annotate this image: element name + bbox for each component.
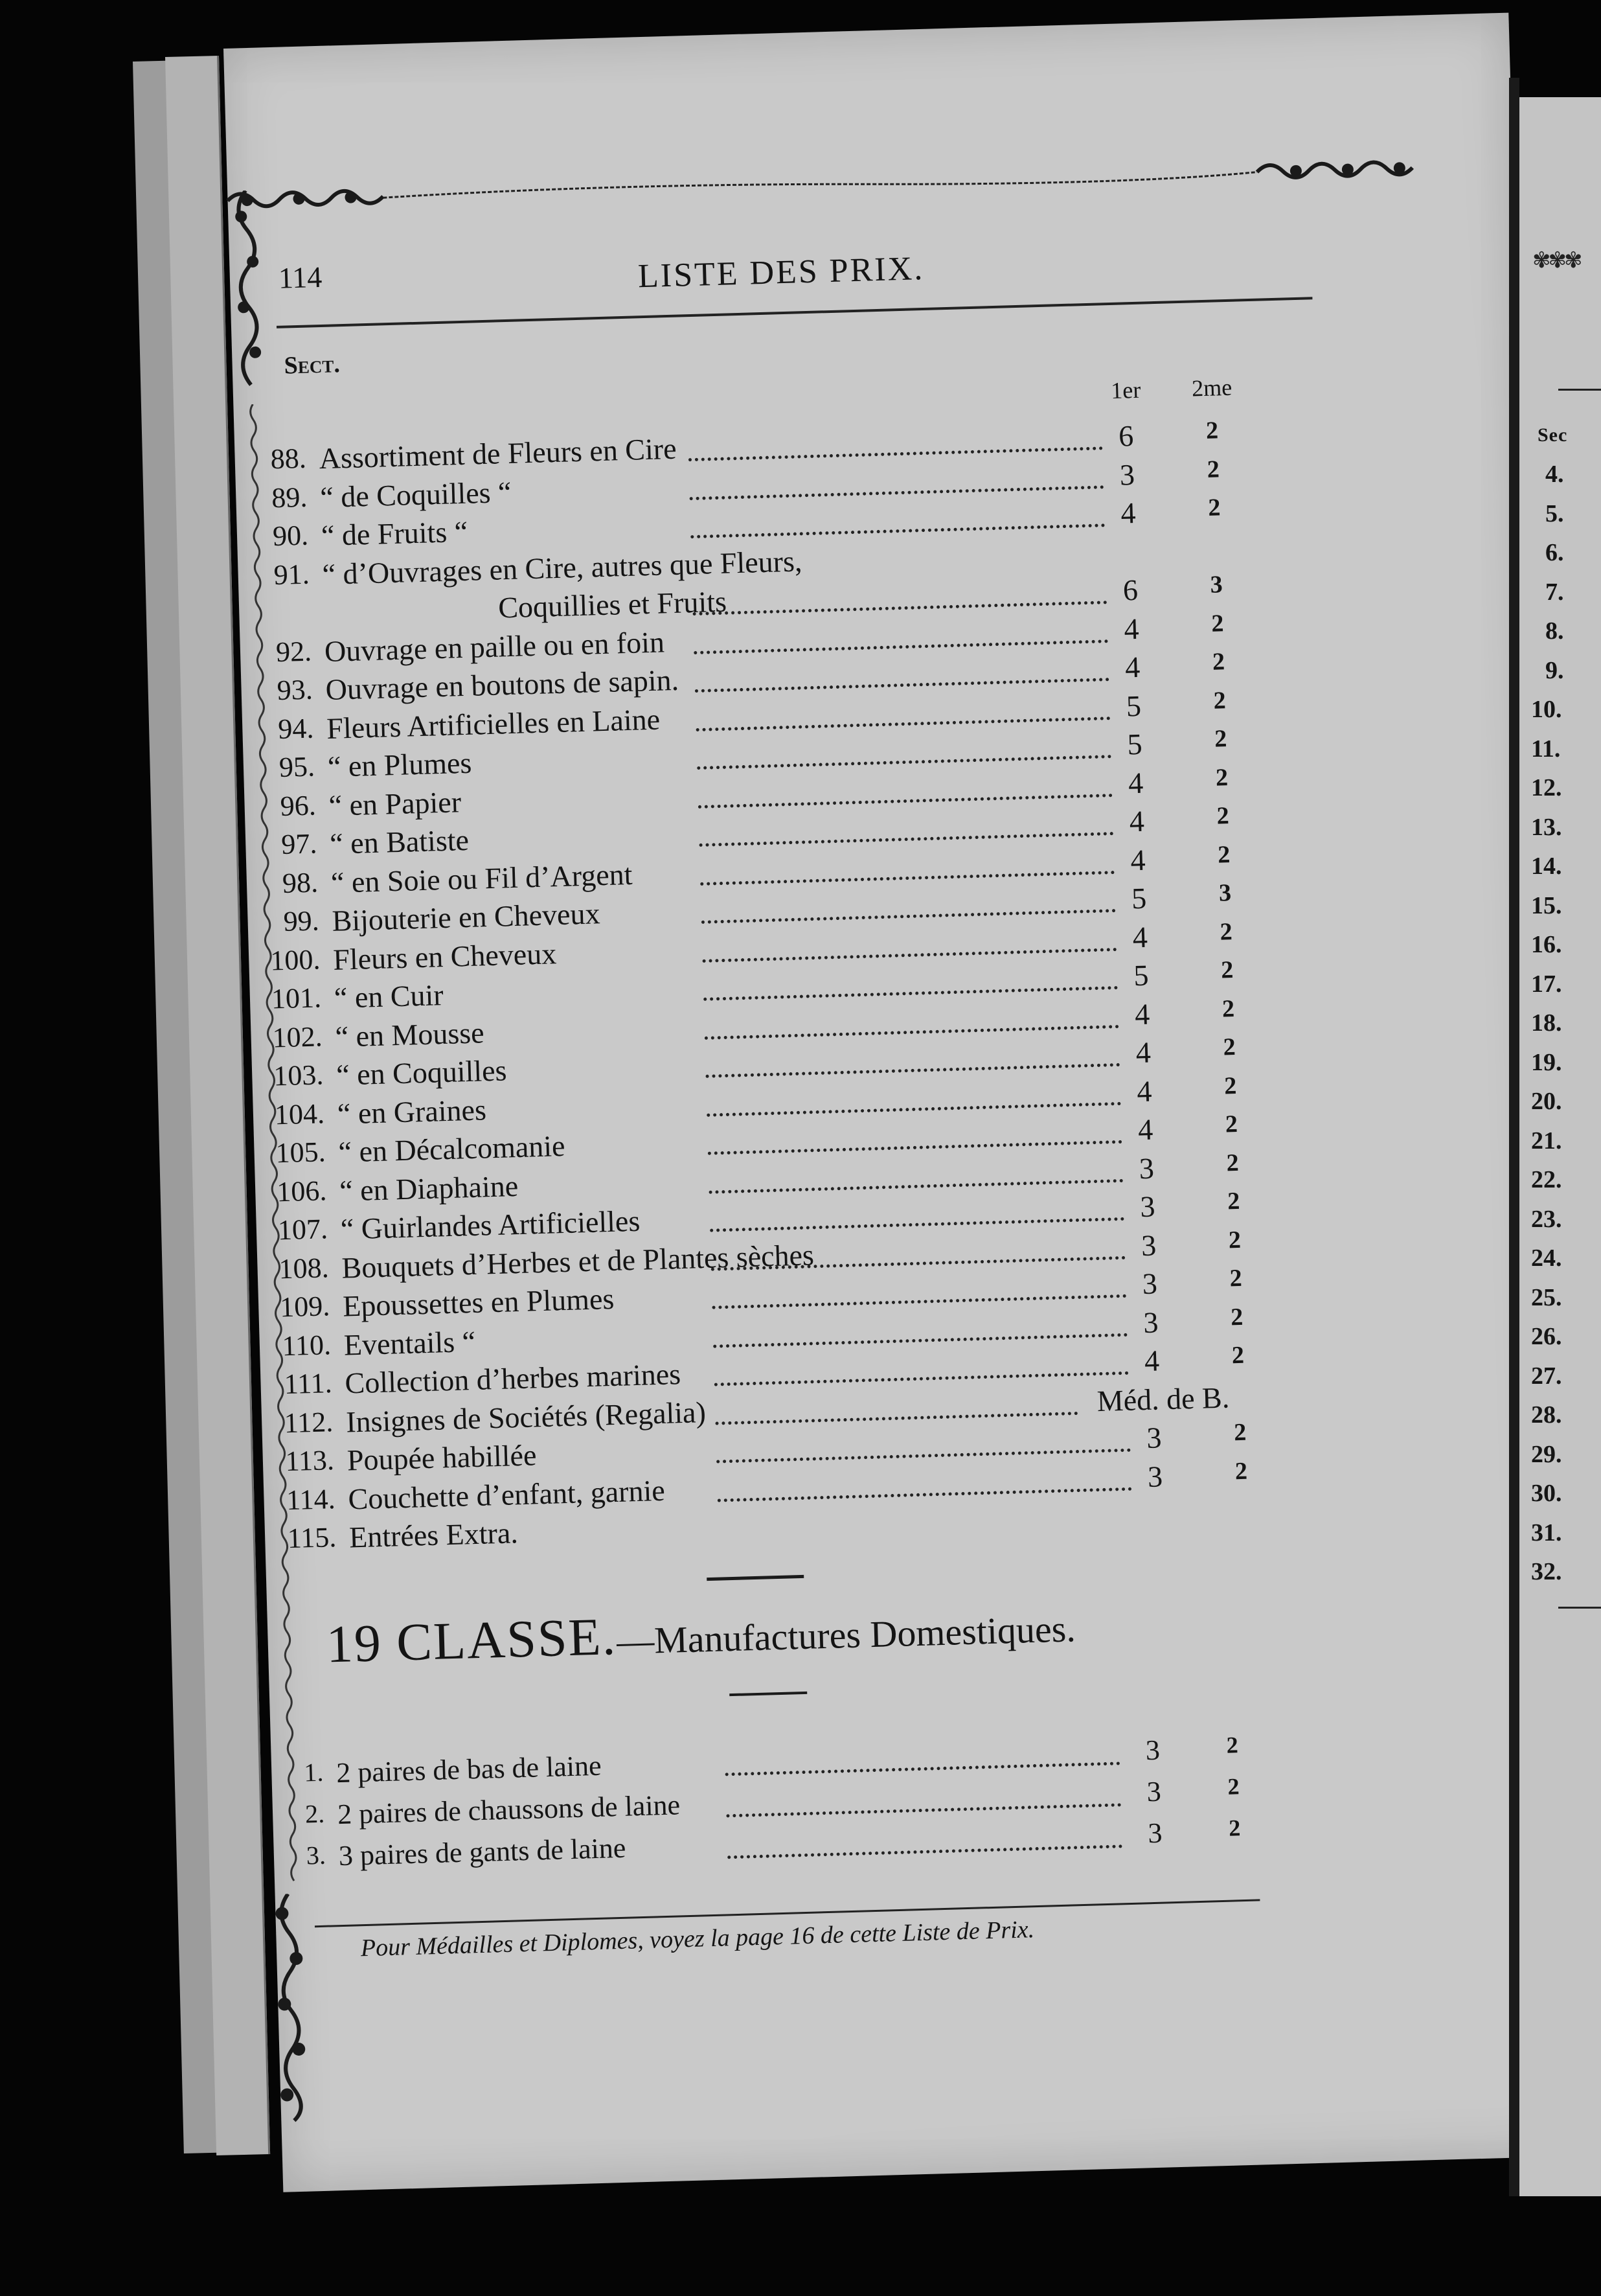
first-prize: Méd. de B. <box>1096 1380 1230 1418</box>
classe-description: 2 paires de bas de laine <box>335 1749 602 1789</box>
first-prize: 3 <box>1146 1775 1162 1808</box>
leader-dots <box>725 1762 1120 1776</box>
second-prize: 2 <box>1212 648 1225 676</box>
page-number: 114 <box>278 260 323 295</box>
facing-page-section-number: 13. <box>1531 813 1562 841</box>
first-prize: 4 <box>1123 612 1140 646</box>
leader-dots <box>727 1844 1122 1859</box>
classe-number: 19 CLASSE. <box>325 1607 618 1674</box>
second-prize: 3 <box>1210 571 1223 599</box>
second-prize: 2 <box>1228 1226 1242 1254</box>
prize-description: Epoussettes en Plumes <box>342 1281 615 1323</box>
first-prize: 3 <box>1139 1189 1156 1224</box>
facing-page-section-number: 4. <box>1545 461 1564 488</box>
second-prize: 2 <box>1207 494 1221 522</box>
facing-page-section-number: 19. <box>1531 1048 1562 1076</box>
prize-description: “ Guirlandes Artificielles <box>340 1204 641 1246</box>
section-number: 115. <box>287 1521 337 1555</box>
column-head-second: 2me <box>1191 374 1232 402</box>
facing-page-section-number: 26. <box>1531 1323 1562 1350</box>
prize-description: Bijouterie en Cheveux <box>331 897 601 937</box>
first-prize: 3 <box>1139 1151 1155 1185</box>
footnote: Pour Médailles et Diplomes, voyez la page 16 de cette Liste de Prix. <box>360 1916 1035 1962</box>
section-number: 105. <box>275 1136 326 1169</box>
section-number: 111. <box>284 1367 333 1401</box>
second-prize: 2 <box>1226 1732 1239 1758</box>
facing-page-section-number: 14. <box>1531 853 1562 880</box>
floral-border-left-icon <box>227 190 269 404</box>
classe-top-rule <box>707 1575 804 1581</box>
section-number: 96. <box>279 788 317 822</box>
second-prize: 2 <box>1227 1773 1240 1800</box>
prize-description: Fleurs en Cheveux <box>332 936 557 976</box>
section-number: 100. <box>269 943 321 977</box>
column-head-first: 1er <box>1110 376 1141 404</box>
first-prize: 4 <box>1135 1035 1152 1070</box>
facing-page-section-number: 11. <box>1531 735 1561 763</box>
first-prize: 4 <box>1132 920 1148 954</box>
facing-page-section-number: 5. <box>1545 499 1564 527</box>
prize-description: “ en Diaphaine <box>339 1169 519 1208</box>
section-number: 104. <box>274 1097 325 1131</box>
facing-page-section-label: Sec <box>1538 424 1568 446</box>
prize-description: “ en Batiste <box>329 823 470 860</box>
first-prize: 4 <box>1134 997 1150 1031</box>
facing-page-section-number: 9. <box>1545 656 1564 684</box>
first-prize: 4 <box>1137 1112 1153 1147</box>
first-prize: 3 <box>1141 1228 1157 1262</box>
prize-description: “ en Mousse <box>334 1015 485 1053</box>
section-number: 88. <box>270 442 307 476</box>
facing-page-section-number: 27. <box>1531 1362 1562 1390</box>
prize-description: Eventails “ <box>343 1324 476 1362</box>
section-number: 97. <box>280 827 317 860</box>
section-number: 113. <box>284 1444 335 1478</box>
prize-description: Poupée habillée <box>346 1438 538 1477</box>
first-prize: 4 <box>1144 1344 1160 1378</box>
prize-description: Insignes de Sociétés (Regalia) <box>345 1395 707 1439</box>
section-number: 93. <box>277 673 313 707</box>
prize-description: Collection d’herbes marines <box>344 1357 681 1400</box>
first-prize: 5 <box>1133 958 1150 993</box>
second-prize: 2 <box>1226 1149 1240 1177</box>
second-prize: 2 <box>1221 994 1235 1023</box>
second-prize: 2 <box>1210 609 1224 637</box>
first-prize: 4 <box>1124 650 1141 684</box>
facing-page-section-number: 12. <box>1531 774 1562 801</box>
section-number: 106. <box>276 1174 327 1208</box>
section-number: 108. <box>278 1251 330 1285</box>
second-prize: 2 <box>1225 1110 1238 1138</box>
section-number: 90. <box>272 519 309 553</box>
facing-page-section-number: 6. <box>1545 539 1564 566</box>
section-number: 98. <box>282 866 319 899</box>
second-prize: 2 <box>1230 1303 1243 1331</box>
first-prize: 5 <box>1126 727 1143 761</box>
facing-page-section-number: 31. <box>1531 1519 1562 1546</box>
facing-page-rule <box>1558 389 1601 391</box>
prize-description: Entrées Extra. <box>348 1516 519 1554</box>
facing-page-section-number: 21. <box>1531 1127 1562 1154</box>
first-prize: 4 <box>1128 766 1144 799</box>
prize-description: “ en Papier <box>328 785 462 822</box>
first-prize: 4 <box>1130 843 1146 877</box>
classe-section-number: 1. <box>303 1757 324 1787</box>
leader-dots <box>726 1803 1121 1817</box>
running-title: LISTE DES PRIX. <box>637 249 925 295</box>
facing-page-section-number: 18. <box>1531 1009 1562 1037</box>
classe-section-number: 3. <box>306 1840 326 1870</box>
second-prize: 2 <box>1229 1264 1243 1292</box>
facing-page-section-number: 30. <box>1531 1480 1562 1507</box>
facing-page <box>1519 97 1601 2196</box>
first-prize: 3 <box>1146 1421 1163 1455</box>
first-prize: 3 <box>1147 1459 1163 1493</box>
facing-page-section-number: 17. <box>1531 970 1562 998</box>
prize-description: Couchette d’enfant, garnie <box>347 1473 666 1515</box>
first-prize: 3 <box>1145 1734 1161 1767</box>
prize-description: Assortiment de Fleurs en Cire <box>319 431 677 476</box>
floral-border-top-icon <box>221 154 1458 214</box>
first-prize: 6 <box>1122 573 1139 607</box>
first-prize: 6 <box>1118 419 1134 453</box>
second-prize: 3 <box>1218 879 1232 907</box>
section-number: 109. <box>279 1290 330 1324</box>
second-prize: 2 <box>1213 686 1227 715</box>
prize-description: “ en Décalcomanie <box>337 1129 566 1169</box>
facing-page-section-number: 25. <box>1531 1283 1562 1311</box>
prize-description: “ d’Ouvrages en Cire, autres que Fleurs, <box>321 544 803 591</box>
second-prize: 2 <box>1205 417 1219 444</box>
classe-bottom-rule <box>729 1692 807 1696</box>
first-prize: 3 <box>1142 1305 1159 1339</box>
section-number: 114. <box>286 1482 336 1516</box>
facing-page-section-number: 20. <box>1531 1088 1562 1115</box>
second-prize: 2 <box>1231 1341 1245 1370</box>
book-spine <box>1509 78 1519 2196</box>
classe-description: 2 paires de chaussons de laine <box>337 1789 681 1831</box>
first-prize: 3 <box>1142 1267 1158 1301</box>
section-number: 103. <box>273 1059 324 1092</box>
classe-section-number: 2. <box>304 1798 325 1829</box>
first-prize: 3 <box>1119 457 1135 492</box>
second-prize: 2 <box>1227 1187 1240 1215</box>
first-prize: 5 <box>1131 881 1147 915</box>
second-prize: 2 <box>1233 1418 1247 1447</box>
facing-page-ornament-icon: ✾✾✾ <box>1532 249 1580 273</box>
classe-description: 3 paires de gants de laine <box>338 1831 626 1872</box>
second-prize: 2 <box>1217 840 1231 869</box>
section-number: 101. <box>271 982 322 1015</box>
prize-description: “ en Plumes <box>327 746 472 783</box>
prize-description: Coquillies et Fruits <box>497 584 727 625</box>
first-prize: 4 <box>1120 496 1137 530</box>
facing-page-section-number: 29. <box>1531 1440 1562 1468</box>
section-number: 95. <box>278 750 315 784</box>
section-number: 94. <box>277 712 315 745</box>
facing-page-section-number: 23. <box>1531 1205 1562 1233</box>
second-prize: 2 <box>1234 1457 1248 1485</box>
facing-page-section-number: 16. <box>1531 931 1562 958</box>
classe-title: —Manufactures Domestiques. <box>616 1607 1076 1662</box>
prize-description: Fleurs Artificielles en Laine <box>326 702 661 745</box>
leader-dots <box>715 1411 1078 1425</box>
prize-description: “ en Soie ou Fil d’Argent <box>330 857 633 899</box>
prize-description: “ en Graines <box>337 1092 487 1131</box>
prize-description: “ en Cuir <box>334 978 444 1015</box>
first-prize: 3 <box>1147 1817 1163 1850</box>
second-prize: 2 <box>1220 956 1234 984</box>
first-prize: 5 <box>1126 689 1142 722</box>
facing-page-section-number: 8. <box>1545 617 1564 645</box>
facing-page-section-number: 28. <box>1531 1401 1562 1429</box>
section-number: 107. <box>277 1213 328 1246</box>
facing-page-section-number: 7. <box>1545 578 1564 606</box>
section-number: 112. <box>284 1405 334 1439</box>
prize-description: Ouvrage en boutons de sapin. <box>324 663 679 706</box>
facing-page-section-number: 24. <box>1531 1245 1562 1272</box>
second-prize: 2 <box>1216 802 1230 830</box>
classe-heading <box>326 1593 1076 1675</box>
second-prize: 2 <box>1215 763 1229 792</box>
second-prize: 2 <box>1214 725 1227 753</box>
second-prize: 2 <box>1220 917 1233 946</box>
facing-page-section-number: 22. <box>1531 1166 1562 1193</box>
prize-description: “ en Coquilles <box>335 1053 508 1092</box>
floral-border-bottom-icon <box>269 1893 314 2128</box>
section-number: 92. <box>275 635 312 668</box>
header-rule <box>277 297 1312 328</box>
facing-page-section-number: 10. <box>1531 696 1562 723</box>
second-prize: 2 <box>1207 455 1220 483</box>
prize-description: Bouquets d’Herbes et de Plantes sèches <box>341 1237 815 1285</box>
section-number: 91. <box>273 558 310 591</box>
facing-page-section-number: 15. <box>1531 891 1562 919</box>
prize-description: “ de Fruits “ <box>321 514 468 553</box>
facing-page-section-number: 32. <box>1531 1558 1562 1585</box>
first-prize: 4 <box>1136 1074 1153 1108</box>
prize-description: Ouvrage en paille ou en foin <box>324 625 665 668</box>
section-number: 99. <box>282 904 320 937</box>
second-prize: 2 <box>1223 1072 1237 1099</box>
section-label: Sect. <box>284 350 341 380</box>
second-prize: 2 <box>1228 1815 1241 1841</box>
section-number: 102. <box>271 1020 323 1053</box>
facing-page-bottom-rule <box>1558 1607 1601 1609</box>
second-prize: 2 <box>1223 1033 1236 1061</box>
first-prize: 4 <box>1129 804 1145 838</box>
section-number: 110. <box>281 1328 332 1362</box>
section-number: 89. <box>271 481 308 514</box>
document-page <box>223 13 1569 2192</box>
prize-description: “ de Coquilles “ <box>319 475 512 514</box>
